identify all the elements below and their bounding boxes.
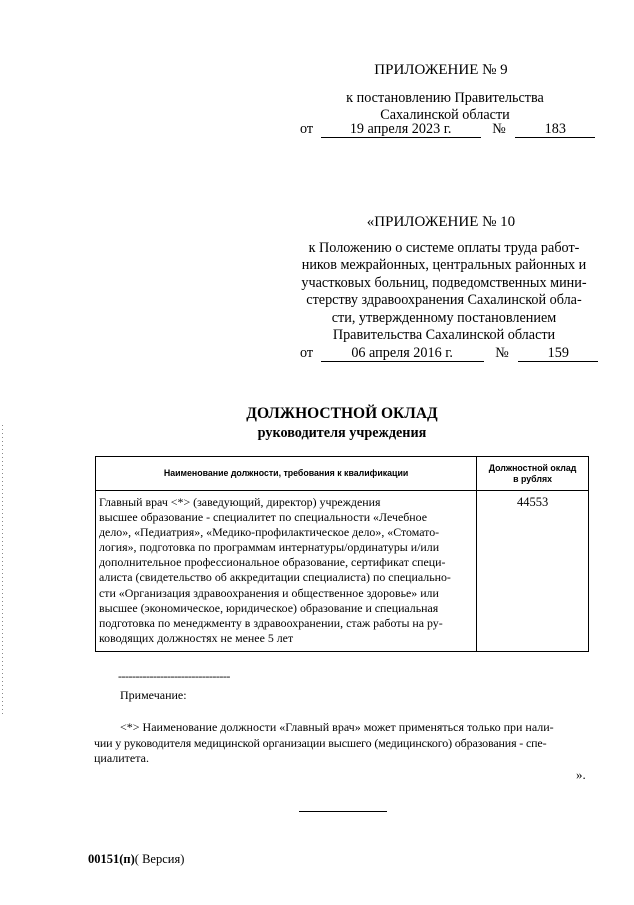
appendix-9-block <box>300 62 590 125</box>
requirement-line: ководящих должностях не менее 5 лет <box>99 630 294 645</box>
requirement-line: алиста (свидетельство об аккредитации специалиста) по специально- <box>99 570 451 585</box>
table-header-row <box>96 457 589 491</box>
note-label: Примечание: <box>120 688 187 702</box>
appendix-10-date: 06 апреля 2016 г. <box>321 345 484 362</box>
header-position: Наименование должности, требования к квалификации <box>96 457 477 491</box>
appendix-9-dateline <box>300 121 595 138</box>
appendix-10-line: Правительства Сахалинской области <box>332 327 556 343</box>
salary-table <box>95 456 589 652</box>
appendix-10-line: к Положению о системе оплаты труда работ- <box>308 239 580 256</box>
scan-edge-artifact <box>2 425 3 715</box>
appendix-10-line: сти, утвержденному постановлением <box>331 309 557 326</box>
appendix-9-date: 19 апреля 2023 г. <box>321 121 481 138</box>
appendix-10-number: 159 <box>518 345 598 362</box>
requirement-line: Главный врач <*> (заведующий, директор) учреждения <box>99 495 381 509</box>
closing-quote: ». <box>576 767 586 782</box>
end-divider <box>299 811 387 812</box>
requirement-line: высшее (экономическое, юридическое) образование и специальная <box>99 600 439 615</box>
requirement-line: логия», подготовка по программам интернатуры/ординатуры и/или <box>99 540 440 555</box>
note-line: <*> Наименование должности «Главный врач» может применяться только при нали- <box>120 720 554 734</box>
number-label: № <box>495 345 509 361</box>
from-label: от <box>300 121 314 137</box>
position-requirements <box>96 491 477 652</box>
appendix-9-number: 183 <box>515 121 595 138</box>
footer-code-line <box>88 852 184 867</box>
requirement-line: высшее образование - специалитет по специальности «Лечебное <box>99 510 427 525</box>
appendix-10-line: стерству здравоохранения Сахалинской обла- <box>306 292 582 308</box>
requirement-line: дело», «Педиатрия», «Медико-профилактическое дело», «Стомато- <box>99 525 440 540</box>
requirement-line: подготовка по менеджменту в здравоохранении, стаж работы на ру- <box>99 615 443 630</box>
number-label: № <box>492 121 506 137</box>
appendix-10-line: участковых больниц, подведомственных мини- <box>301 274 587 291</box>
note-separator: -------------------------------- <box>118 669 230 683</box>
appendix-9-line1: к постановлению Правительства <box>346 89 544 106</box>
from-label: от <box>300 345 314 361</box>
requirement-line: дополнительное профессиональное образование, сертификат специ- <box>99 555 446 570</box>
header-salary-line1: Должностной оклад <box>488 462 577 473</box>
appendix-10-block <box>295 214 593 345</box>
note-text <box>94 720 594 767</box>
footer-version: ( Версия) <box>134 852 185 866</box>
appendix-10-line: ников межрайонных, центральных районных и <box>301 257 587 273</box>
footer-code: 00151(п) <box>88 852 135 866</box>
document-title: ДОЛЖНОСТНОЙ ОКЛАД <box>246 405 438 422</box>
appendix-10-dateline <box>300 345 598 362</box>
note-line: чии у руководителя медицинской организации высшего (медицинского) образования - спе- <box>94 735 547 750</box>
header-salary <box>477 457 589 491</box>
header-salary-line2: в рублях <box>513 473 552 484</box>
table-row <box>96 491 589 652</box>
salary-value: 44553 <box>477 491 589 652</box>
document-subtitle: руководителя учреждения <box>257 425 427 441</box>
appendix-10-text <box>295 240 593 345</box>
appendix-9-heading: ПРИЛОЖЕНИЕ № 9 <box>374 62 508 78</box>
note-line: циалитета. <box>94 751 149 765</box>
appendix-9-line2: Сахалинской области <box>380 107 510 123</box>
requirement-line: сти «Организация здравоохранения и общественное здоровье» или <box>99 585 439 600</box>
appendix-10-heading: «ПРИЛОЖЕНИЕ № 10 <box>366 214 516 230</box>
